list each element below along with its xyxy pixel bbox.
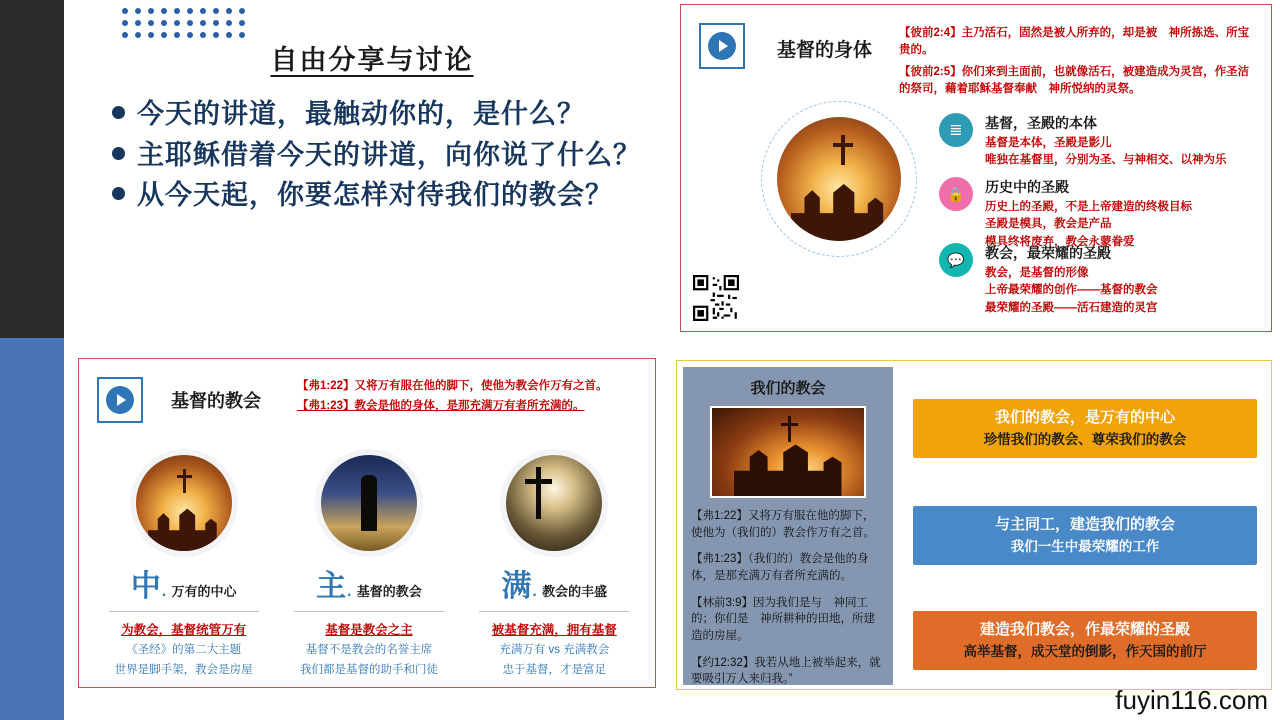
point-3-line-2: 上帝最荣耀的创作——基督的教会 <box>985 284 1158 297</box>
site-watermark: fuyin116.com <box>1115 685 1268 715</box>
church-sunset-photo <box>777 117 901 241</box>
card-3-line-2: 高举基督，成天堂的倒影，作天国的前厅 <box>963 643 1207 659</box>
slide-discussion <box>72 0 672 340</box>
slide-church-of-christ <box>78 358 656 688</box>
card-3-line-1: 建造我们教会，作最荣耀的圣殿 <box>979 621 1190 638</box>
slide2-title: 基督的身体 <box>777 40 873 61</box>
point-2-line-3: 模具终将废弃，教会永蒙眷爱 <box>985 235 1135 248</box>
point-3-line-3: 最荣耀的圣殿——活石建造的灵宫 <box>985 301 1158 314</box>
point-3-title: 教会，最荣耀的圣殿 <box>985 245 1111 261</box>
point-row-3 <box>939 243 1158 317</box>
card-1-line-2: 珍惜我们的教会、尊荣我们的教会 <box>983 431 1187 447</box>
lock-icon: 🔒 <box>939 177 973 211</box>
page-title <box>72 38 672 77</box>
column-1-char: 中 <box>130 570 161 603</box>
slide4-verse-3: 【林前3:9】因为我们是与 神同工的；你们是 神所耕种的田地，所建造的房屋。 <box>691 596 875 643</box>
slide-our-church <box>676 360 1272 690</box>
point-1-title: 基督，圣殿的本体 <box>985 115 1097 131</box>
qr-code-icon <box>693 275 739 321</box>
point-2-line-2: 圣殿是模具，教会是产品 <box>985 218 1112 231</box>
point-2-line-1: 历史上的圣殿，不是上帝建造的终极目标 <box>985 201 1192 213</box>
slide-body-of-christ <box>680 4 1272 332</box>
point-3-line-1: 教会，是基督的形像 <box>985 267 1089 279</box>
page-title-text: 自由分享与讨论 <box>270 45 474 75</box>
slide3-verse-1: 【弗1:22】又将万有服在他的脚下，使他为教会作万有之首。 <box>297 380 608 392</box>
church-sunset-photo <box>136 455 232 551</box>
slide3-verse-block <box>297 377 643 416</box>
divider <box>479 611 629 612</box>
left-dark-band <box>0 0 64 338</box>
jesus-painting-photo <box>321 455 417 551</box>
list-item <box>112 177 672 214</box>
discussion-question-2: 主耶稣借着今天的讲道，向你说了什么？ <box>137 139 641 170</box>
card-2-line-2: 我们一生中最荣耀的工作 <box>1010 538 1160 554</box>
discussion-question-list <box>112 96 672 218</box>
slide4-verse-1: 【弗1:22】又将万有服在他的脚下，使他为（我们的）教会作万有之首。 <box>691 510 875 539</box>
point-1-line-1: 基督是本体，圣殿是影儿 <box>985 137 1112 149</box>
column-2-red: 基督是教会之主 <box>325 623 413 637</box>
column-1-label: 万有的中心 <box>171 584 237 599</box>
card-1-line-1: 我们的教会，是万有的中心 <box>994 409 1175 426</box>
column-fullness: 满. 教会的丰盛 被基督充满，拥有基督 充满万有 vs 充满教会 忠于基督，才是富足 <box>462 455 647 680</box>
list-item <box>112 96 672 133</box>
slide4-left-panel <box>683 367 893 685</box>
slide2-verse-1: 【彼前2:4】主乃活石，固然是被人所弃的，却是被 神所拣选、所宝贵的。 <box>899 27 1250 56</box>
play-icon <box>708 32 736 60</box>
play-button-badge[interactable] <box>97 377 143 423</box>
column-center: 中. 万有的中心 为教会，基督统管万有 《圣经》的第二大主题 世界是脚手架，教会是房屋 <box>91 455 276 680</box>
play-icon <box>106 386 134 414</box>
column-lord: 主. 基督的教会 基督是教会之主 基督不是教会的名誉主席 我们都是基督的助手和门徒 <box>276 455 461 680</box>
column-2-label: 基督的教会 <box>356 584 422 599</box>
left-blue-band <box>0 338 64 720</box>
slide2-verse-2: 【彼前2:5】你们来到主面前，也就像活石，被建造成为灵宫，作圣洁的祭司，藉着耶稣基督奉献 神所悦纳的灵祭。 <box>899 66 1250 96</box>
column-1-blue-1: 《圣经》的第二大主题 <box>126 644 242 656</box>
divider <box>294 611 444 612</box>
discussion-question-3: 从今天起，你要怎样对待我们的教会？ <box>137 180 613 211</box>
chat-icon: 💬 <box>939 243 973 277</box>
point-1-line-2: 唯独在基督里，分别为圣、与神相交、以神为乐 <box>985 154 1227 167</box>
slide4-verse-4: 【约12:32】我若从地上被举起来，就要吸引万人来归我。” <box>691 656 881 686</box>
bullet-icon <box>112 187 125 200</box>
column-1-blue-2: 世界是脚手架，教会是房屋 <box>114 664 253 677</box>
slide3-title: 基督的教会 <box>171 391 261 411</box>
church-sunset-photo <box>710 406 866 498</box>
bullet-icon <box>112 147 125 160</box>
point-2-title: 历史中的圣殿 <box>985 179 1069 195</box>
column-3-label: 教会的丰盛 <box>542 584 608 599</box>
layers-icon: ≣ <box>939 113 973 147</box>
column-3-red: 被基督充满，拥有基督 <box>491 623 617 637</box>
slide2-verse-block <box>899 25 1259 98</box>
cross-silhouette-photo <box>506 455 602 551</box>
column-3-blue-1: 充满万有 vs 充满教会 <box>499 644 610 656</box>
list-item <box>112 137 672 174</box>
column-2-blue-1: 基督不是教会的名誉主席 <box>305 644 433 656</box>
column-2-char: 主 <box>316 570 347 603</box>
dot-grid-decoration <box>122 8 254 42</box>
column-3-blue-2: 忠于基督，才是富足 <box>502 664 607 677</box>
column-3-char: 满 <box>501 570 532 603</box>
slide4-title: 我们的教会 <box>750 380 826 397</box>
highlight-card-2 <box>913 506 1257 565</box>
highlight-card-3 <box>913 611 1257 670</box>
slide4-verse-2: 【弗1:23】（我们的）教会是他的身体，是那充满万有者所充满的。 <box>691 553 869 583</box>
three-point-columns <box>91 455 647 680</box>
slide3-verse-2: 【弗1:23】教会是他的身体，是那充满万有者所充满的。 <box>297 399 585 412</box>
point-row-2 <box>939 177 1192 251</box>
column-2-blue-2: 我们都是基督的助手和门徒 <box>299 664 438 677</box>
divider <box>109 611 259 612</box>
discussion-question-1: 今天的讲道，最触动你的，是什么？ <box>137 99 585 129</box>
highlight-card-1 <box>913 399 1257 458</box>
point-row-1 <box>939 113 1227 170</box>
play-button-badge[interactable] <box>699 23 745 69</box>
column-1-red: 为教会，基督统管万有 <box>121 623 247 637</box>
bullet-icon <box>112 106 125 119</box>
card-2-line-1: 与主同工，建造我们的教会 <box>994 516 1175 533</box>
